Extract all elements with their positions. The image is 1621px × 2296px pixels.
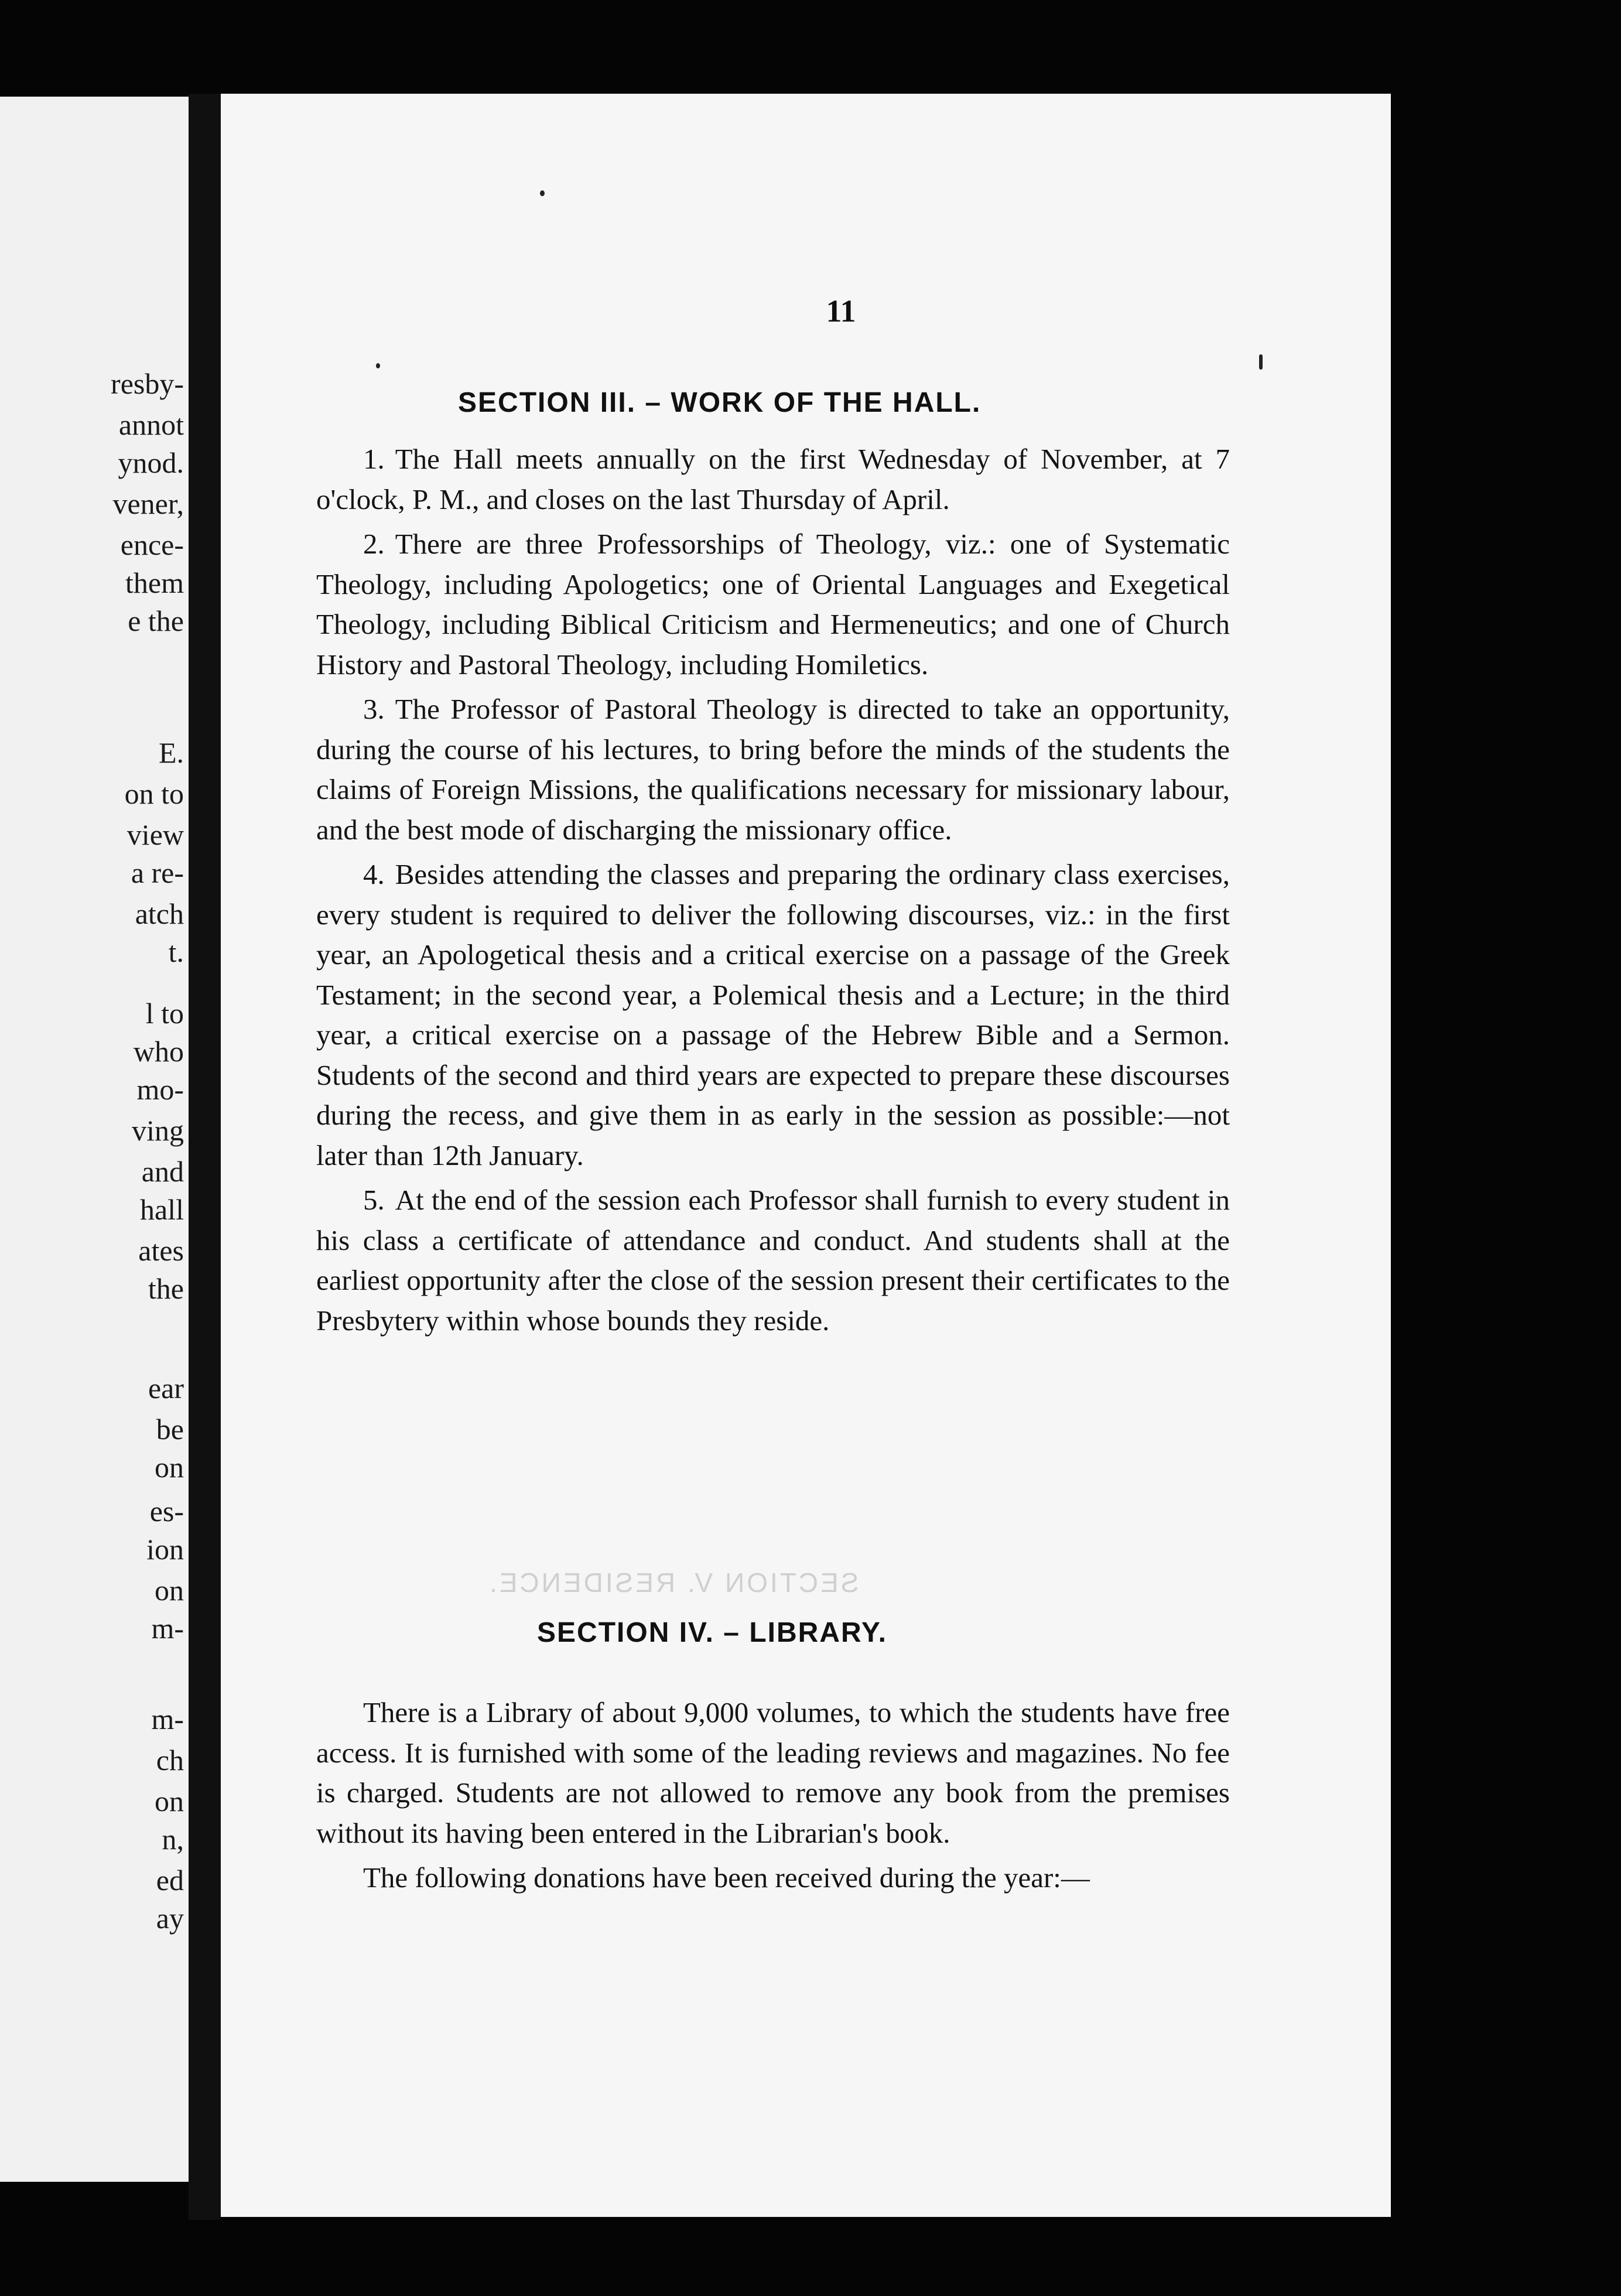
section-iv-body: [316, 1693, 1230, 1903]
left-page-fragment-line: on: [155, 1785, 184, 1817]
paragraph-text: The Professor of Pastoral Theology is directed to take an opportunity, during the course of his lectures, to bring before the minds of the students the claims of Foreign Missions, the qualifications necessary for missionary labour, and the best mode of discharging the missionary office.: [316, 693, 1230, 846]
speck: [1259, 354, 1263, 370]
section-iii-body: [316, 439, 1230, 1345]
paragraph-text: There is a Library of about 9,000 volumes, to which the students have free access. It is furnished with some of the leading reviews and magazines. No fee is charged. Students are not allowed to remove any book from the premises without its having been entered in the Librarian's book.: [316, 1696, 1230, 1849]
left-page-fragment-line: ed: [156, 1864, 184, 1897]
left-page-fragment-line: t.: [168, 935, 184, 968]
left-page-fragment-line: resby-: [111, 367, 184, 400]
left-page-fragment-line: atch: [135, 897, 184, 930]
paragraph-text: Besides attending the classes and preparing the ordinary class exercises, every student is required to deliver the following discourses, viz.: in the first year, an Apologetical thesis and a critical exercise on a passage of the Greek Testament; in the second year, a Polemical thesis and a Lecture; in the third year, a critical exercise on a passage of the Hebrew Bible and a Sermon. Students of the second and third years are expected to prepare these discourses during the recess, and give them in as early in the session as possible:—not later than 12th January.: [316, 858, 1230, 1171]
left-page-fragment-line: and: [141, 1155, 184, 1188]
left-page-fragment-line: view: [126, 818, 184, 851]
paragraph-text: The following donations have been received during the year:—: [363, 1861, 1090, 1894]
paragraph: [316, 439, 1230, 520]
paragraph: [316, 1180, 1230, 1341]
left-page-fragment-line: ence-: [120, 528, 184, 561]
left-page-fragment-line: hall: [140, 1193, 184, 1226]
left-page-fragment-line: ynod.: [118, 446, 184, 479]
left-page-fragment-line: ion: [146, 1533, 184, 1566]
paragraph: [316, 689, 1230, 850]
page: [221, 94, 1391, 2217]
bleed-through-text: SECTION V. RESIDENCE.: [487, 1567, 859, 1598]
paragraph-number: 2.: [363, 528, 385, 560]
left-page-fragment-line: mo-: [136, 1073, 184, 1106]
left-page-fragment-line: the: [148, 1272, 184, 1305]
left-page-fragment-line: n,: [162, 1823, 184, 1856]
paragraph-number: 4.: [363, 858, 385, 890]
paragraph: [316, 855, 1230, 1176]
left-page-fragment-line: on to: [124, 777, 184, 810]
left-page-fragment-line: ch: [156, 1744, 184, 1776]
left-page-fragment-line: ving: [132, 1114, 184, 1147]
left-page-fragment-line: on: [155, 1574, 184, 1607]
left-page-fragment-line: m-: [151, 1612, 184, 1645]
paragraph: [316, 524, 1230, 685]
left-page-fragment-line: them: [125, 566, 184, 599]
left-page-fragment-line: ates: [138, 1234, 184, 1267]
left-page-fragment-line: be: [156, 1413, 184, 1446]
paragraph-text: There are three Professorships of Theology, viz.: one of Systematic Theology, including Apologetics; one of Oriental Languages and Exegetical Theology, including Biblical Criticism and Hermeneutics; and one of Church History and Pastoral Theology, including Homiletics.: [316, 528, 1230, 681]
left-page-fragment-line: E.: [158, 736, 184, 769]
paragraph-number: 3.: [363, 693, 385, 725]
paragraph-number: 1.: [363, 443, 385, 475]
speck: [376, 363, 380, 368]
paragraph-number: 5.: [363, 1184, 385, 1216]
left-page-fragment-line: vener,: [112, 487, 184, 520]
left-page-fragment-line: who: [133, 1035, 184, 1068]
left-page-fragment-line: annot: [118, 408, 184, 441]
page-number: 11: [826, 293, 856, 329]
book-gutter: [189, 94, 221, 2220]
left-page-fragment-line: l to: [145, 997, 184, 1030]
previous-page-fragment: [0, 97, 189, 2182]
left-page-fragment-line: e the: [128, 604, 184, 637]
speck: [540, 190, 545, 196]
paragraph-text: The Hall meets annually on the first Wednesday of November, at 7 o'clock, P. M., and closes on the last Thursday of April.: [316, 443, 1230, 515]
section-iii-heading: SECTION III. – WORK OF THE HALL.: [458, 387, 982, 418]
left-page-fragment-line: ay: [156, 1902, 184, 1935]
left-page-fragment-line: es-: [149, 1495, 184, 1528]
paragraph-text: At the end of the session each Professor shall furnish to every student in his class a certificate of attendance and conduct. And students shall at the earliest opportunity after the close of the session present their certificates to the Presbytery within whose bounds they reside.: [316, 1184, 1230, 1337]
section-iv-heading: SECTION IV. – LIBRARY.: [537, 1617, 887, 1648]
left-page-fragment-line: m-: [151, 1703, 184, 1735]
paragraph: [316, 1693, 1230, 1853]
left-page-fragment-line: on: [155, 1451, 184, 1484]
left-page-fragment-line: a re-: [131, 856, 184, 889]
paragraph: [316, 1858, 1230, 1898]
left-page-fragment-line: ear: [148, 1372, 184, 1405]
